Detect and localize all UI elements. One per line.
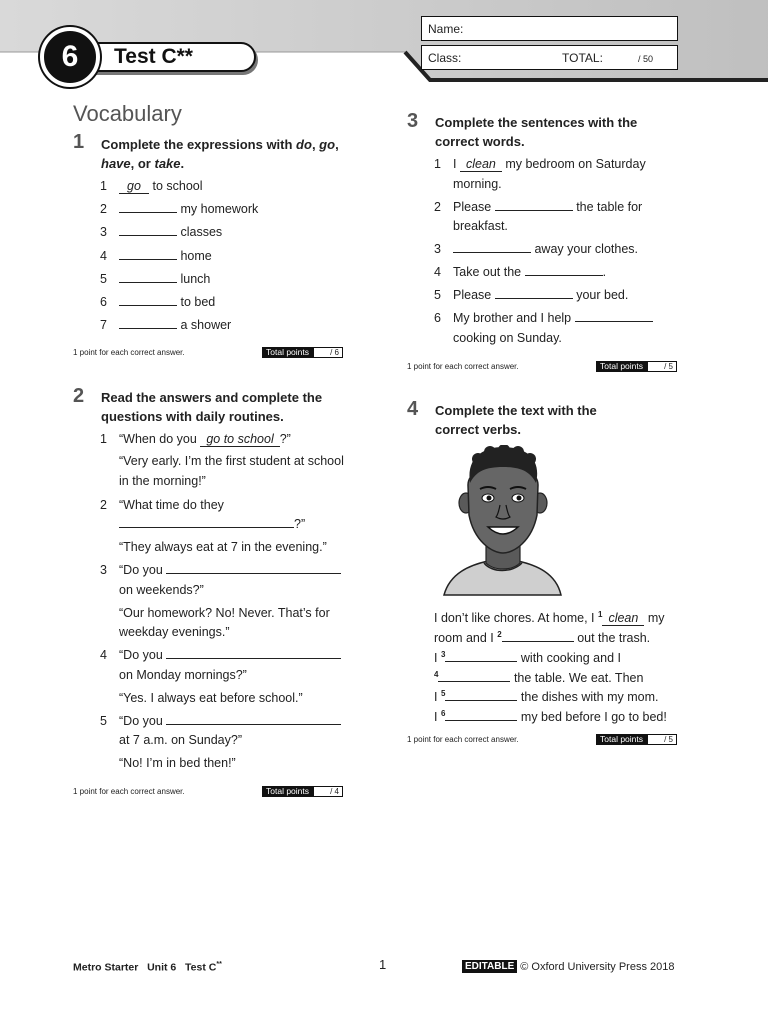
exercise-2-points-note: 1 point for each correct answer. <box>73 787 185 796</box>
example-answer: go <box>119 179 149 194</box>
name-label: Name: <box>428 22 464 36</box>
exercise-1-list <box>100 177 360 339</box>
answer-blank[interactable] <box>445 708 517 721</box>
answer-blank[interactable] <box>119 223 177 236</box>
total-label: TOTAL: <box>562 51 603 65</box>
exercise-2-title: Read the answers and complete the questions with daily routines. <box>101 390 323 424</box>
answer-blank[interactable] <box>119 316 177 329</box>
answer-blank[interactable] <box>166 561 341 574</box>
unit-number-badge: 6 <box>40 27 100 87</box>
exercise-1-item: 5 lunch <box>100 271 211 286</box>
exercise-4-total-points: Total points / 5 <box>596 734 677 745</box>
exercise-3-points-note: 1 point for each correct answer. <box>407 362 519 371</box>
answer-blank[interactable] <box>166 712 341 725</box>
class-field[interactable] <box>421 45 678 70</box>
answer-blank[interactable] <box>166 646 341 659</box>
answer-blank[interactable] <box>119 293 177 306</box>
exercise-3-list: 1 I clean my bedroom on Saturday morning. 2 Please the table for breakfast. 3 away your clothes. 4 Take out the . 5 Please your bed. 6 My brother and I help cooking on Sunday. <box>434 155 694 348</box>
editable-badge: EDITABLE <box>462 960 517 973</box>
exercise-1-item: 2 my homework <box>100 202 259 217</box>
answer-blank[interactable] <box>495 286 573 299</box>
class-label: Class: <box>428 51 462 65</box>
exercise-2-number: 2 <box>73 385 85 407</box>
section-title: Vocabulary <box>73 101 182 126</box>
exercise-3-title: Complete the sentences with the correct words. <box>435 115 638 149</box>
answer-blank[interactable] <box>119 200 177 213</box>
boy-illustration <box>440 445 565 597</box>
exercise-3-number: 3 <box>407 110 419 132</box>
exercise-2-list: 1 “When do you go to school ?” “Very early. I’m the first student at school in the morning!” 2 “What time do they ?” “They always eat at 7 in the evening.” 3 “Do you on weekends?” “Our homework? No! Never. That’s for weekday evenings.” 4 “Do you on Monday mornings?” “Yes. I always eat before school.” 5 “Do you at 7 a.m. on Sunday?” “No! I’m in bed then!” <box>100 432 344 770</box>
answer-blank[interactable] <box>119 515 294 528</box>
total-score: / 50 <box>637 54 653 64</box>
exercise-1-total-points: Total points / 6 <box>262 347 343 358</box>
answer-blank[interactable] <box>525 263 603 276</box>
example-answer: go to school <box>200 432 279 447</box>
answer-blank[interactable] <box>445 649 517 662</box>
footer-course-info: Metro Starter Unit 6 Test C** <box>73 961 222 974</box>
page-number: 1 <box>379 957 387 972</box>
test-title: Test C** <box>86 42 256 72</box>
answer-blank[interactable] <box>119 270 177 283</box>
exercise-1-number: 1 <box>73 131 85 153</box>
exercise-2-total-points: Total points / 4 <box>262 786 343 797</box>
answer-blank[interactable] <box>502 629 574 642</box>
name-field[interactable] <box>421 16 678 41</box>
exercise-3-total-points: Total points / 5 <box>596 361 677 372</box>
exercise-1-title: Complete the expressions with do, go, have, or take. <box>101 137 339 171</box>
exercise-4-points-note: 1 point for each correct answer. <box>407 735 519 744</box>
exercise-4-number: 4 <box>407 398 419 420</box>
exercise-1-item: 1 go to school <box>100 179 203 193</box>
footer-copyright: EDITABLE © Oxford University Press 2018 <box>462 960 674 973</box>
answer-blank[interactable] <box>438 669 510 682</box>
example-answer: clean <box>602 611 644 626</box>
answer-blank[interactable] <box>575 309 653 322</box>
exercise-4-title: Complete the text with the correct verbs. <box>435 403 597 437</box>
exercise-1-points-note: 1 point for each correct answer. <box>73 348 185 357</box>
answer-blank[interactable] <box>495 198 573 211</box>
answer-blank[interactable] <box>453 240 531 253</box>
answer-blank[interactable] <box>445 688 517 701</box>
exercise-1-item: 3 classes <box>100 225 223 240</box>
exercise-1-item: 7 a shower <box>100 318 232 333</box>
example-answer: clean <box>460 157 502 172</box>
exercise-1-item: 4 home <box>100 248 212 263</box>
answer-blank[interactable] <box>119 247 177 260</box>
exercise-4-text: I don’t like chores. At home, I $^1$ clean my room and I $^2$ out the trash. I $^3$ with cooking and I $^4$ the table. We eat. Then I $^5$ the dishes with my mom. I $^6$ my bed before I go to bed! <box>434 610 667 725</box>
exercise-1-item: 6 to bed <box>100 294 216 309</box>
